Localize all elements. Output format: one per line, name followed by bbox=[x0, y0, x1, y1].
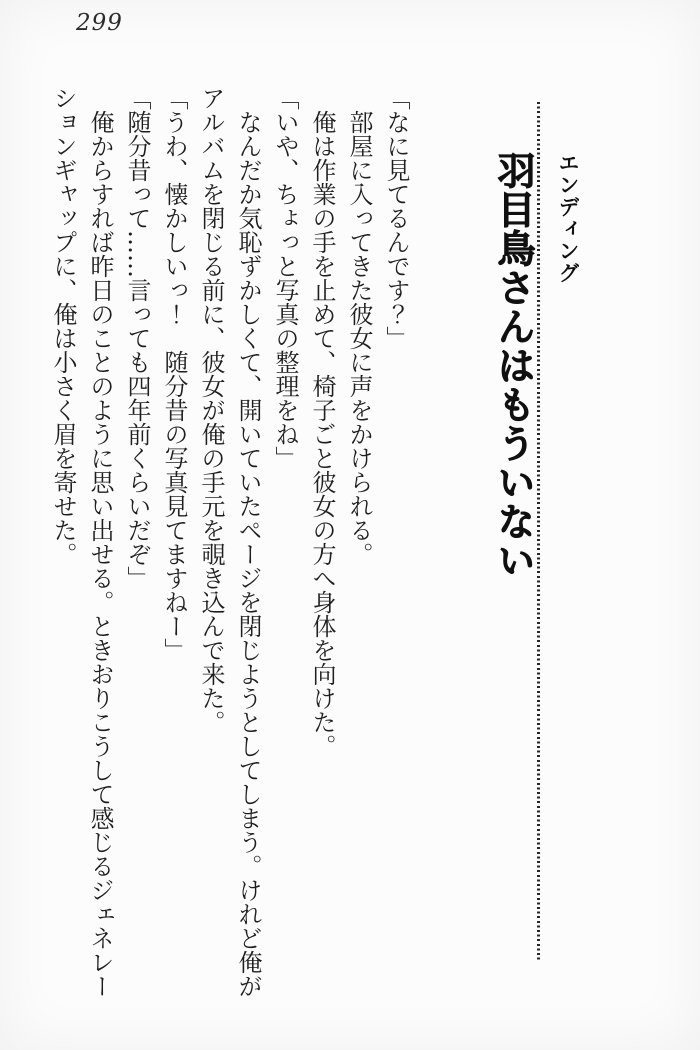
body-paragraph: 俺からすれば昨日のことのように思い出せる。ときおりこうして感じるジェネレーションギャップに、俺は小さく眉を寄せた。 bbox=[49, 86, 114, 998]
chapter-label: エンディング bbox=[556, 152, 580, 284]
body-paragraph: 部屋に入ってきた彼女に声をかけられる。 bbox=[345, 86, 373, 566]
body-text bbox=[44, 86, 414, 1006]
body-paragraph: 俺は作業の手を止めて、椅子ごと彼女の方へ身体を向けた。 bbox=[308, 86, 336, 758]
body-paragraph: 「いや、ちょっと写真の整理をね」 bbox=[271, 86, 299, 470]
body-paragraph: 「随分昔って……言っても四年前くらいだぞ」 bbox=[123, 86, 151, 590]
body-paragraph: なんだか気恥ずかしくて、開いていたページを閉じようとしてしまう。けれど俺がアルバムを閉じる前に、彼女が俺の手元を覗き込んで来た。 bbox=[197, 86, 262, 998]
body-paragraph: 「なに見てるんです？」 bbox=[382, 86, 410, 350]
body-paragraph: 「うわ、懐かしいっ！ 随分昔の写真見てますねー」 bbox=[160, 86, 188, 662]
page-number: 299 bbox=[76, 10, 123, 36]
chapter-title: 羽目鳥さんはもういない bbox=[491, 151, 535, 580]
